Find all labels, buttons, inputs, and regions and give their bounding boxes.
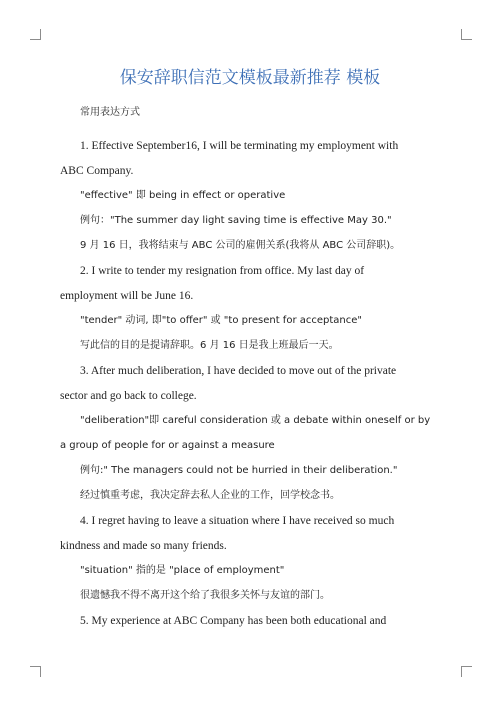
body-line: 例句："The summer day light saving time is effective May 30." — [80, 215, 392, 226]
body-line: 经过慎重考虑，我决定辞去私人企业的工作，回学校念书。 — [80, 490, 340, 501]
corner-mark-bottom-right — [461, 666, 472, 677]
body-line: "deliberation"即 careful consideration 或 a debate within oneself or by — [80, 415, 431, 426]
body-line: 很遗憾我不得不离开这个给了我很多关怀与友谊的部门。 — [80, 590, 330, 601]
body-line: 3. After much deliberation, I have decided to move out of the private — [80, 365, 397, 377]
section-heading: 常用表达方式 — [80, 107, 140, 118]
document-title: 保安辞职信范文模板最新推荐 模板 — [119, 68, 381, 88]
body-line: 1. Effective September16, I will be terminating my employment with — [80, 140, 399, 152]
body-line: 写此信的目的是提请辞职。6 月 16 日是我上班最后一天。 — [80, 340, 339, 351]
body-line: 2. I write to tender my resignation from office. My last day of — [80, 265, 365, 277]
body-line: 4. I regret having to leave a situation where I have received so much — [80, 515, 395, 527]
corner-mark-bottom-left — [30, 666, 41, 677]
body-line: "situation" 指的是 "place of employment" — [80, 565, 285, 576]
body-line: "tender" 动词, 即"to offer" 或 "to present for acceptance" — [80, 315, 363, 326]
body-line: 9 月 16 日，我将结束与 ABC 公司的雇佣关系(我将从 ABC 公司辞职)。 — [80, 240, 401, 251]
body-line: kindness and made so many friends. — [60, 540, 227, 552]
body-line: 5. My experience at ABC Company has been both educational and — [80, 615, 387, 627]
body-line: employment will be June 16. — [60, 290, 194, 302]
corner-mark-top-left — [30, 29, 41, 40]
body-line: "effective" 即 being in effect or operative — [80, 190, 286, 201]
body-line: 例句:" The managers could not be hurried in their deliberation." — [80, 465, 398, 476]
corner-mark-top-right — [461, 29, 472, 40]
body-line: a group of people for or against a measure — [60, 440, 275, 451]
body-line: ABC Company. — [60, 165, 134, 177]
body-line: sector and go back to college. — [60, 390, 197, 402]
